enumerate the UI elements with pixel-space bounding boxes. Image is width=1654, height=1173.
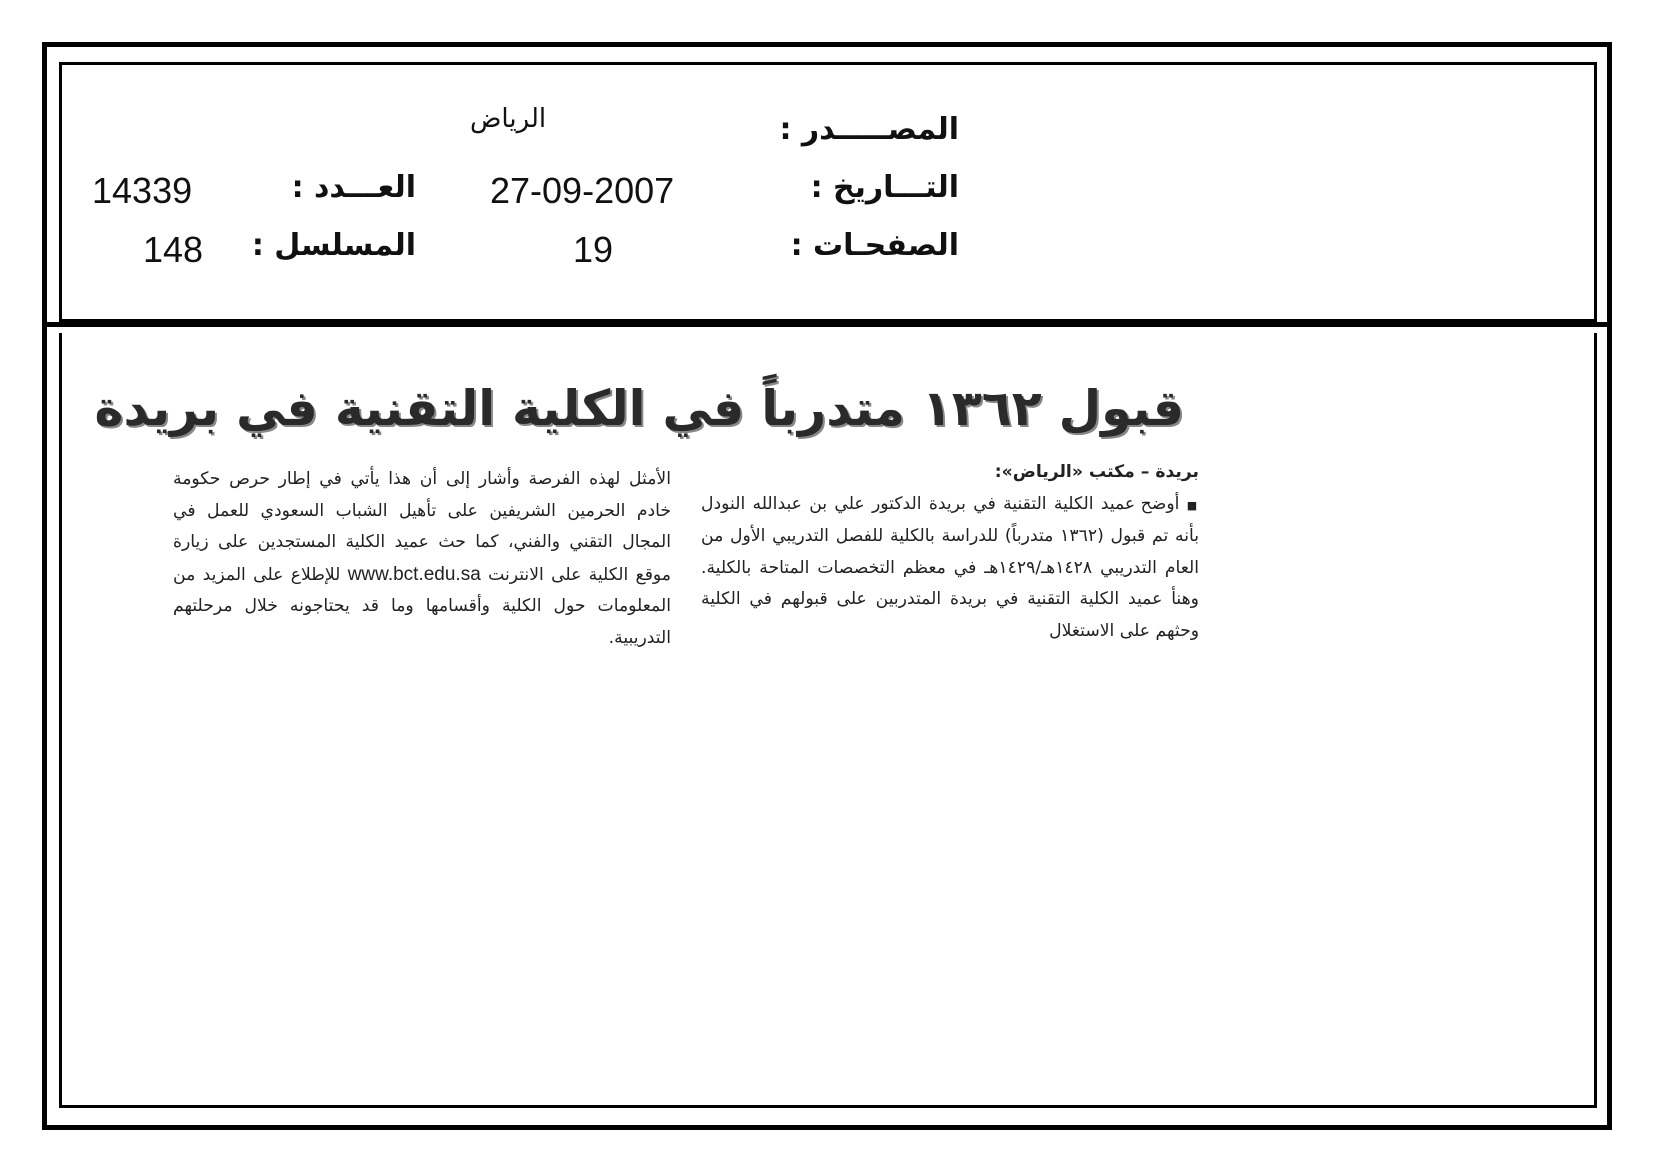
pages-value: 19	[573, 229, 614, 270]
issue-value: 14339	[92, 170, 193, 211]
bullet-icon: ■	[1186, 498, 1199, 512]
divider-rule	[47, 322, 1607, 327]
issue-label: العـــدد :	[291, 170, 416, 205]
article-paragraph-1	[701, 489, 1199, 648]
college-website-link[interactable]: www.bct.edu.sa	[347, 563, 481, 585]
serial-label: المسلسل :	[251, 228, 416, 263]
article-text-1: أوضح عميد الكلية التقنية في بريدة الدكتور علي بن عبدالله النودل بأنه تم قبول (١٣٦٢ متدرباً) للدراسة بالكلية للفصل التدريبي الأول من العام التدريبي ١٤٢٨هـ/١٤٢٩هـ في معظم التخصصات المتاحة بالكلية. وهنأ عميد الكلية التقنية في بريدة المتدربين على قبولهم في الكلية وحثهم على الاستغلال	[701, 493, 1199, 641]
date-label: التـــاريخ :	[810, 170, 959, 205]
article-text-2: الأمثل لهذه الفرصة وأشار إلى أن هذا يأتي في إطار حرص حكومة خادم الحرمين الشريفين على تأهيل الشباب السعودي للعمل في المجال التقني والفني، كما حث عميد الكلية المستجدين على زيارة موقع الكلية على الانترنت	[173, 469, 672, 585]
source-label: المصـــــدر :	[779, 112, 959, 147]
article-frame	[59, 333, 1597, 1108]
article-column-right	[701, 457, 1199, 648]
article-byline: بريدة – مكتب «الرياض»:	[994, 462, 1199, 482]
serial-value: 148	[143, 229, 204, 270]
date-value: 27-09-2007	[490, 170, 675, 211]
article-column-left	[173, 464, 671, 655]
source-value: الرياض	[470, 104, 547, 134]
article-text-3: للإطلاع على المزيد من المعلومات حول الكلية وأقسامها وما قد يحتاجونه خلال مرحلتهم التدريبية.	[173, 564, 671, 648]
article-headline: قبول ١٣٦٢ متدرباً في الكلية التقنية في بريدة	[94, 380, 1184, 437]
pages-label: الصفحـات :	[790, 228, 959, 263]
article-paragraph-2	[173, 464, 671, 655]
